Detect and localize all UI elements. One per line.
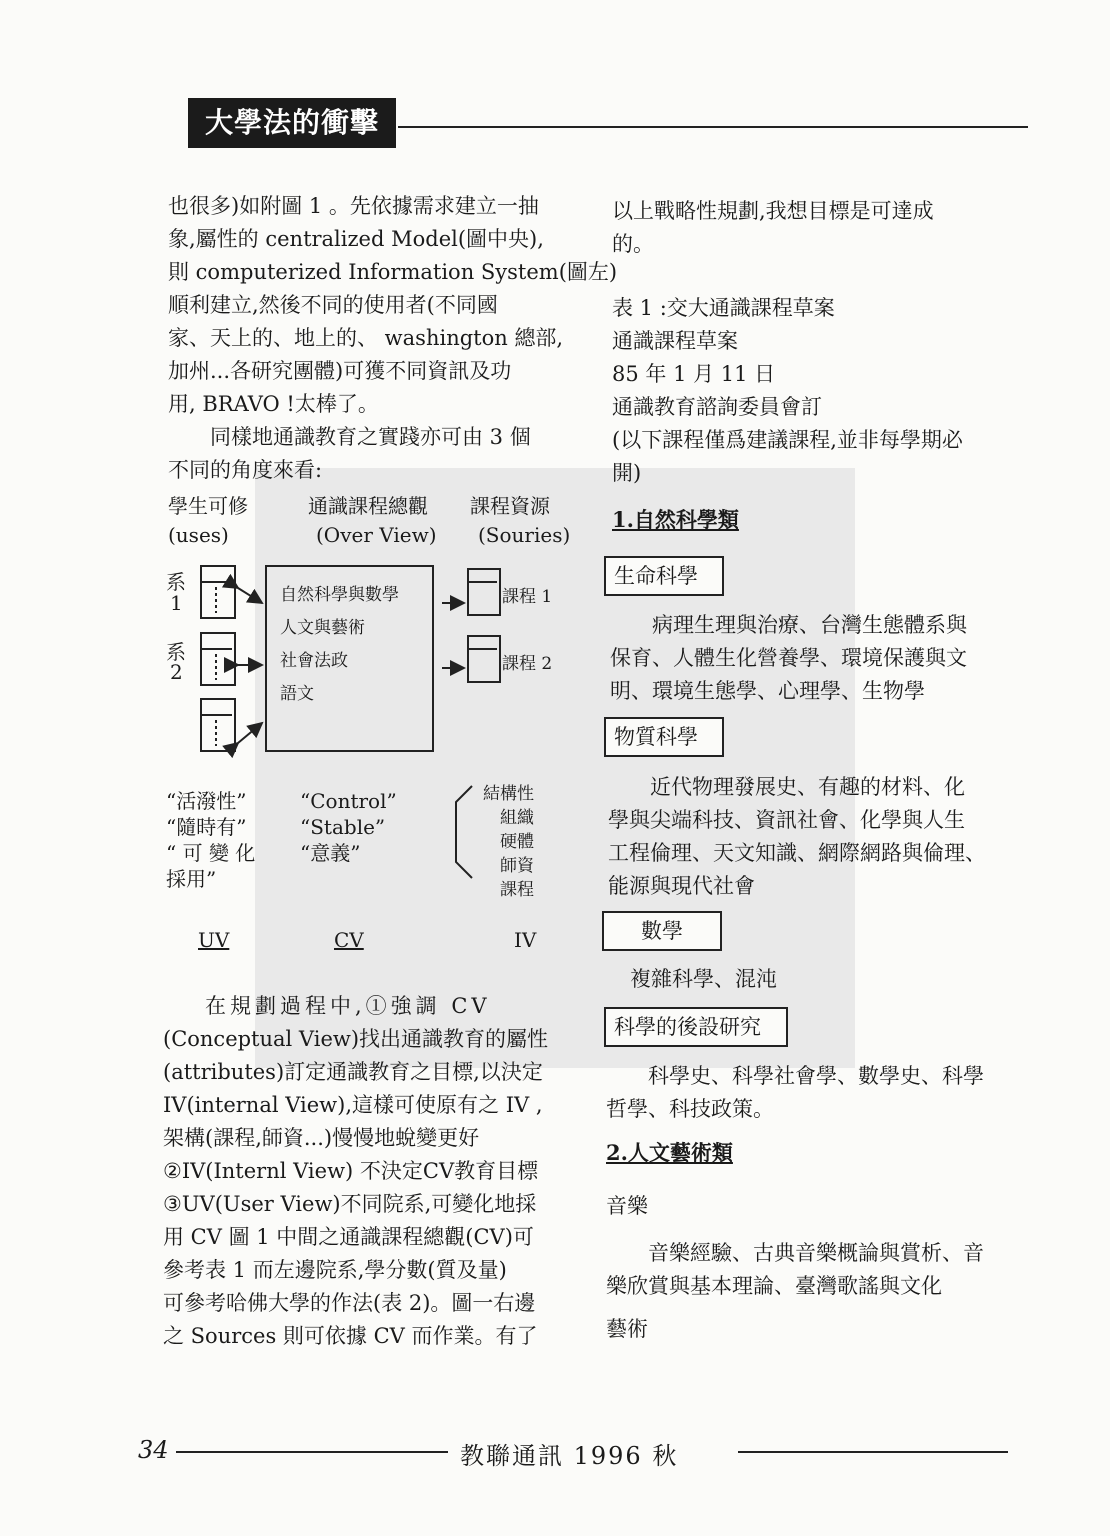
- text-line: 象,屬性的 centralized Model(圖中央),: [168, 227, 544, 251]
- trait: 師資: [500, 856, 534, 876]
- table-note: 開): [612, 461, 642, 485]
- section-humanities: 2.人文藝術類: [606, 1140, 733, 1165]
- table-date: 85 年 1 月 11 日: [612, 362, 776, 386]
- diagram-col2-title: 通識課程總觀: [308, 494, 428, 518]
- left-column-bottom: [163, 990, 573, 1353]
- footer-rule-right: [738, 1451, 1008, 1453]
- text-line: 順利建立,然後不同的使用者(不同國: [168, 293, 498, 317]
- text-line: IV(internal View),這樣可使原有之 IV ,: [163, 1093, 543, 1117]
- meta-science-text: [606, 1060, 984, 1126]
- text-line: 不同的角度來看:: [168, 458, 323, 482]
- section-header: 大學法的衝擊: [188, 98, 396, 148]
- subheading-meta-science: 科學的後設研究: [604, 1007, 788, 1047]
- trait: 課程: [500, 880, 534, 900]
- trait: “Stable”: [300, 815, 386, 839]
- diagram-col1-title: 學生可修: [168, 494, 248, 518]
- text-line: 科學史、科學社會學、數學史、科學: [648, 1064, 984, 1088]
- text-line: 加州...各研究團體)可獲不同資訊及功: [168, 359, 512, 383]
- text-line: 學與尖端科技、資訊社會、化學與人生: [608, 808, 965, 832]
- dept2-number: 2: [170, 660, 183, 684]
- text-line: 架構(課程,師資...)慢慢地蛻變更好: [163, 1126, 480, 1150]
- uv-traits: [166, 788, 255, 892]
- text-line: 用, BRAVO !太棒了。: [168, 392, 379, 416]
- section-natural-science: 1.自然科學類: [612, 507, 739, 532]
- text-line: ②IV(Internl View) 不決定CV教育目標: [163, 1159, 539, 1183]
- text-line: 哲學、科技政策。: [606, 1097, 774, 1121]
- text-line: 家、天上的、地上的、 washington 總部,: [168, 326, 564, 350]
- iv-label: IV: [514, 928, 537, 952]
- dept1-number: 1: [170, 591, 183, 615]
- overview-item: 社會法政: [280, 651, 348, 671]
- course1-label: 課程 1: [502, 587, 553, 607]
- text-line: 能源與現代社會: [608, 874, 755, 898]
- iv-traits: [478, 782, 534, 902]
- trait: “隨時有”: [166, 815, 247, 839]
- header-rule: [398, 126, 1028, 128]
- table-title: 表 1 :交大通識課程草案: [612, 296, 835, 320]
- music-heading: 音樂: [606, 1194, 648, 1218]
- text-line: 用 CV 圖 1 中間之通識課程總觀(CV)可: [163, 1225, 534, 1249]
- right-intro: [612, 195, 934, 261]
- diagram-arrows: [150, 555, 570, 765]
- diagram-col1-sub: (uses): [168, 523, 229, 547]
- diagram-col3-title: 課程資源: [470, 494, 550, 518]
- text-line: 病理生理與治療、台灣生態體系與: [652, 613, 967, 637]
- text-line: 音樂經驗、古典音樂概論與賞析、音: [648, 1241, 984, 1265]
- trait: 組織: [500, 808, 534, 828]
- trait: “活潑性”: [166, 789, 247, 813]
- math-text: 複雜科學、混沌: [630, 967, 777, 991]
- text-line: 也很多)如附圖 1 。先依據需求建立一抽: [168, 194, 539, 218]
- overview-item: 自然科學與數學: [280, 585, 399, 605]
- cv-traits: [300, 788, 397, 866]
- trait: 結構性: [483, 784, 534, 804]
- left-column-top: [168, 190, 618, 487]
- text-line: 明、環境生態學、心理學、生物學: [610, 679, 925, 703]
- diagram-col3-sub: (Souries): [478, 523, 571, 547]
- page-number: 34: [138, 1436, 169, 1464]
- text-line: 的。: [612, 232, 654, 256]
- course2-label: 課程 2: [502, 654, 553, 674]
- text-line: 保育、人體生化營養學、環境保護與文: [610, 646, 967, 670]
- overview-item: 人文與藝術: [280, 618, 365, 638]
- dept2-label: 系: [166, 640, 186, 664]
- text-line: ③UV(User View)不同院系,可變化地採: [163, 1192, 537, 1216]
- subheading-math: 數學: [602, 911, 722, 951]
- table-subtitle: 通識課程草案: [612, 329, 738, 353]
- subheading-life-science: 生命科學: [604, 556, 724, 596]
- dept1-label: 系: [166, 570, 186, 594]
- table-info: [612, 292, 963, 490]
- diagram-col2-sub: (Over View): [316, 523, 437, 547]
- text-line: 在規劃過程中,①強調 CV: [205, 994, 491, 1018]
- text-line: 同樣地通識教育之實踐亦可由 3 個: [210, 425, 531, 449]
- arts-heading: 藝術: [606, 1317, 648, 1341]
- text-line: (Conceptual View)找出通識教育的屬性: [163, 1027, 549, 1051]
- text-line: 參考表 1 而左邊院系,學分數(質及量): [163, 1258, 507, 1282]
- footer-title: 教聯通訊 1996 秋: [460, 1442, 679, 1470]
- trait: 硬體: [500, 832, 534, 852]
- music-text: [606, 1237, 984, 1303]
- text-line: (attributes)訂定通識教育之目標,以決定: [163, 1060, 543, 1084]
- life-science-text: [610, 609, 967, 708]
- footer-rule-left: [176, 1451, 448, 1453]
- trait: “ 可 變 化: [166, 841, 256, 865]
- cv-label: CV: [334, 928, 364, 952]
- text-line: 則 computerized Information System(圖左): [168, 260, 618, 284]
- trait: “意義”: [300, 841, 361, 865]
- text-line: 樂欣賞與基本理論、臺灣歌謠與文化: [606, 1274, 942, 1298]
- table-note: (以下課程僅爲建議課程,並非每學期必: [612, 428, 963, 452]
- trait: “Control”: [300, 789, 397, 813]
- text-line: 近代物理發展史、有趣的材料、化: [650, 775, 965, 799]
- overview-item: 語文: [280, 684, 314, 704]
- text-line: 以上戰略性規劃,我想目標是可達成: [612, 199, 934, 223]
- table-committee: 通識教育諮詢委員會訂: [612, 395, 822, 419]
- iv-brace: [450, 782, 480, 882]
- text-line: 之 Sources 則可依據 CV 而作業。有了: [163, 1324, 538, 1348]
- subheading-physical-science: 物質科學: [604, 717, 724, 757]
- uv-label: UV: [198, 928, 230, 952]
- text-line: 工程倫理、天文知識、網際網路與倫理、: [608, 841, 986, 865]
- text-line: 可參考哈佛大學的作法(表 2)。圖一右邊: [163, 1291, 536, 1315]
- physical-science-text: [608, 771, 986, 903]
- trait: 採用”: [166, 867, 217, 891]
